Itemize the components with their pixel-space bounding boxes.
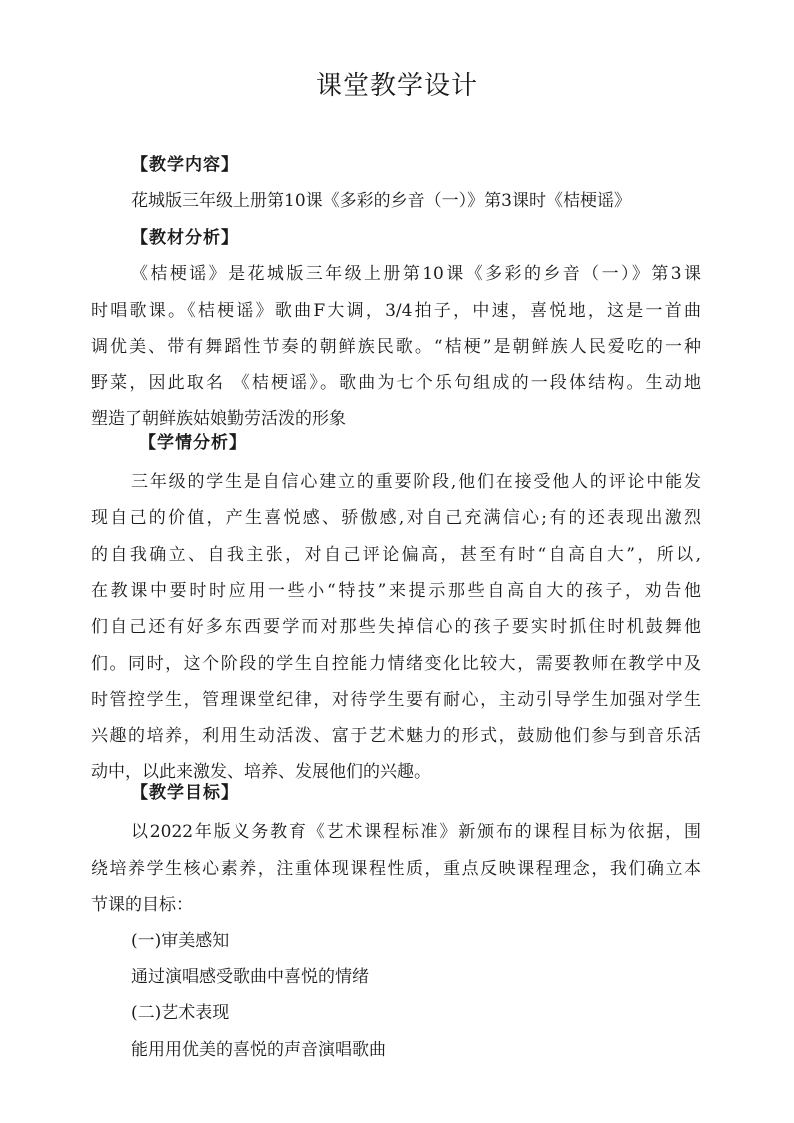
students-line: 在教课中要时时应用一些小“特技”来提示那些自高自大的孩子，劝告他	[91, 581, 701, 601]
page-title: 课堂教学设计	[315, 71, 478, 101]
section-heading-material: 【教材分析】	[131, 228, 239, 248]
students-line: 现自己的价值，产生喜悦感、骄傲感,对自己充满信心;有的还表现出激烈	[91, 508, 701, 528]
section-heading-goals: 【教学目标】	[131, 783, 239, 803]
students-line: 动中，以此来激发、培养、发展他们的兴趣。	[91, 762, 431, 782]
section-heading-students: 【学情分析】	[139, 433, 247, 453]
goals-line: 绕培养学生核心素养，注重体现课程性质，重点反映课程理念，我们确立本	[91, 859, 701, 879]
goal-item-text: 通过演唱感受歌曲中喜悦的情绪	[131, 967, 369, 987]
students-line: 兴趣的培养，利用生动活泼、富于艺术魅力的形式，鼓励他们参与到音乐活	[91, 726, 701, 746]
material-line: 《桔梗谣》是花城版三年级上册第10课《多彩的乡音（一）》第3课	[131, 264, 701, 284]
students-line: 的自我确立、自我主张，对自己评论偏高，甚至有时“自高自大”，所以,	[91, 545, 701, 565]
goal-item-label: (一)审美感知	[131, 931, 230, 951]
students-line: 时管控学生，管理课堂纪律，对待学生要有耐心，主动引导学生加强对学生	[91, 690, 701, 710]
students-line: 三年级的学生是自信心建立的重要阶段,他们在接受他人的评论中能发	[131, 472, 701, 492]
content-text: 花城版三年级上册第10课《多彩的乡音（一）》第3课时《桔梗谣》	[131, 191, 631, 211]
material-line: 塑造了朝鲜族姑娘勤劳活泼的形象	[91, 409, 346, 429]
material-line: 时唱歌课。《桔梗谣》歌曲F大调，3/4拍子，中速，喜悦地，这是一首曲	[91, 301, 701, 321]
goal-item-text: 能用用优美的喜悦的声音演唱歌曲	[131, 1040, 386, 1060]
goals-line: 以2022年版义务教育《艺术课程标准》新颁布的课程目标为依据，围	[131, 822, 701, 842]
section-heading-content: 【教学内容】	[131, 155, 239, 175]
material-line: 野菜，因此取名 《桔梗谣》。歌曲为七个乐句组成的一段体结构。生动地	[91, 373, 701, 393]
students-line: 们自己还有好多东西要学而对那些失掉信心的孩子要实时抓住时机鼓舞他	[91, 617, 701, 637]
goals-line: 节课的目标：	[91, 895, 193, 915]
goal-item-label: (二)艺术表现	[131, 1003, 230, 1023]
material-line: 调优美、带有舞蹈性节奏的朝鲜族民歌。“桔梗”是朝鲜族人民爱吃的一种	[91, 337, 701, 357]
students-line: 们。同时，这个阶段的学生自控能力情绪变化比较大，需要教师在教学中及	[91, 654, 701, 674]
